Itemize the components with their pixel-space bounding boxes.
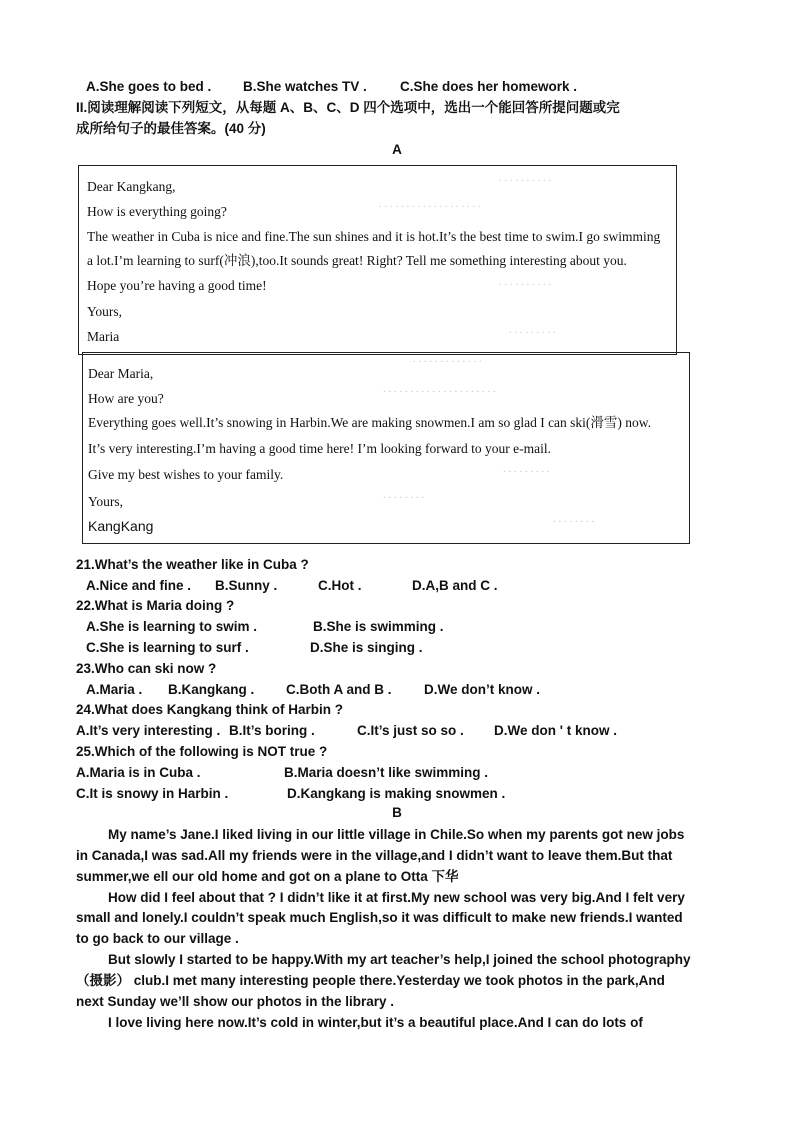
bleed-through: . . . . . . . . . . . . . [413,353,482,365]
bleed-through: . . . . . . . . [383,489,425,501]
bleed-through: . . . . . . . . . [503,463,550,475]
prev-option-a: A.She goes to bed . [86,79,212,94]
question-24-stem: 24.What does Kangkang think of Harbin ? [76,702,344,717]
letter-2-closing: Yours, [88,494,124,509]
bleed-through: . . . . . . . . . [509,324,556,336]
q23-option-d: D.We don’t know . [424,682,540,697]
letter-2-line: It’s very interesting.I’m having a good time here! I’m looking forward to your e-mail. [88,441,551,456]
passage-b-line: （摄影） club.I met many interesting people there.Yesterday we took photos in the park,And [76,973,665,988]
passage-a-label: A [392,142,402,157]
q24-option-c: C.It’s just so so . [357,723,464,738]
prev-option-c: C.She does her homework . [400,79,578,94]
q23-option-c: C.Both A and B . [286,682,392,697]
q24-option-d: D.We don ' t know . [494,723,617,738]
q22-option-c: C.She is learning to surf . [86,640,249,655]
passage-b-line: to go back to our village . [76,931,239,946]
prev-option-b: B.She watches TV . [243,79,367,94]
section-heading-line1: II.阅读理解阅读下列短文，从每题 A、B、C、D 四个选项中，选出一个能回答所提问题或完 [76,100,620,115]
passage-b-line: My name’s Jane.I liked living in our little village in Chile.So when my parents got new jobs [108,827,685,842]
q23-option-a: A.Maria . [86,682,143,697]
bleed-through: . . . . . . . . . . . . . . . . . . . . . [383,383,496,395]
letter-1-line: How is everything going? [87,204,227,219]
passage-b-line: summer,we ell our old home and got on a plane to Otta 下华 [76,869,459,884]
bleed-through: . . . . . . . . . . [499,172,552,184]
q21-option-a: A.Nice and fine . [86,578,192,593]
question-23-stem: 23.Who can ski now ? [76,661,217,676]
q25-option-d: D.Kangkang is making snowmen . [287,786,506,801]
q21-option-c: C.Hot . [318,578,362,593]
q21-option-b: B.Sunny . [215,578,278,593]
q25-option-b: B.Maria doesn’t like swimming . [284,765,489,780]
letter-1-closing: Yours, [87,304,123,319]
bleed-through: . . . . . . . . . . . . . . . . . . . [379,198,481,210]
letter-2-greeting: Dear Maria, [88,366,154,381]
letter-1-line: a lot.I’m learning to surf(冲浪),too.It sounds great! Right? Tell me something interesting about you. [87,253,627,268]
letter-2-signature: KangKang [88,518,154,534]
passage-b-label: B [392,805,402,820]
question-22-stem: 22.What is Maria doing ? [76,598,235,613]
bleed-through: . . . . . . . . [553,513,595,525]
passage-b-line: small and lonely.I couldn’t speak much English,so it was difficult to make new friends.I wanted [76,910,683,925]
question-21-stem: 21.What’s the weather like in Cuba ? [76,557,309,572]
q22-option-d: D.She is singing . [310,640,423,655]
section-heading-line2: 成所给句子的最佳答案。(40 分) [76,121,266,136]
q22-option-b: B.She is swimming . [313,619,444,634]
passage-b-line: in Canada,I was sad.All my friends were in the village,and I didn’t want to leave them.But that [76,848,673,863]
passage-b-line: How did I feel about that ? I didn’t like it at first.My new school was very big.And I felt very [108,890,685,905]
q25-option-a: A.Maria is in Cuba . [76,765,201,780]
bleed-through: . . . . . . . . . . [499,276,552,288]
letter-2-line: Give my best wishes to your family. [88,467,284,482]
letter-2-line: Everything goes well.It’s snowing in Harbin.We are making snowmen.I am so glad I can ski(滑雪) now. [88,415,652,430]
q24-option-b: B.It’s boring . [229,723,315,738]
letter-2-line: How are you? [88,391,164,406]
passage-b-line: But slowly I started to be happy.With my art teacher’s help,I joined the school photography [108,952,691,967]
question-25-stem: 25.Which of the following is NOT true ? [76,744,328,759]
letter-1-greeting: Dear Kangkang, [87,179,176,194]
passage-b-line: I love living here now.It’s cold in winter,but it’s a beautiful place.And I can do lots of [108,1015,643,1030]
q24-option-a: A.It’s very interesting . [76,723,221,738]
passage-b-line: next Sunday we’ll show our photos in the library . [76,994,395,1009]
letter-1-signature: Maria [87,329,120,344]
letter-1-line: The weather in Cuba is nice and fine.The sun shines and it is hot.It’s the best time to swim.I go swimming [87,229,661,244]
q23-option-b: B.Kangkang . [168,682,255,697]
q21-option-d: D.A,B and C . [412,578,498,593]
q22-option-a: A.She is learning to swim . [86,619,258,634]
letter-1-line: Hope you’re having a good time! [87,278,267,293]
q25-option-c: C.It is snowy in Harbin . [76,786,229,801]
